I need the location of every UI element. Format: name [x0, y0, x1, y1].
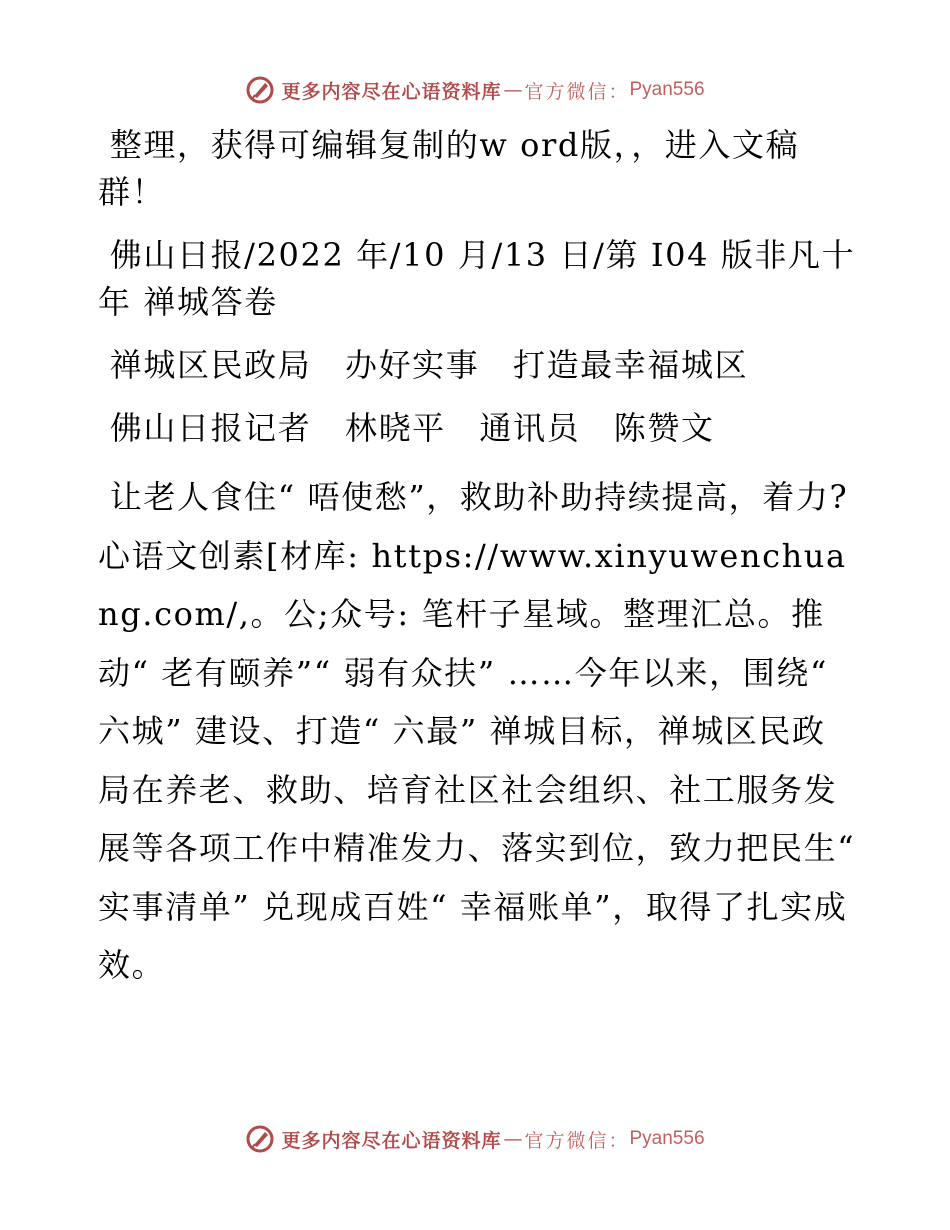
banner-separator: — [503, 79, 523, 101]
banner-brand-text: 更多内容尽在心语资料库 [281, 1129, 502, 1152]
banner-official-label: 官方微信： [524, 1129, 630, 1152]
article-headline: 禅城区民政局 办好实事 打造最幸福城区 [98, 346, 749, 384]
banner-wechat-id: Pyan556 [629, 1128, 705, 1149]
body-paragraph: 让老人食住“ 唔使愁”，救助补助持续提高，着力?心语文创素[材库: https://www.xinyuwenchuang.com/,。公;众号: 笔杆子星域。整理汇总。推动“ 老有颐养”“ 弱有众扶” ……今年以来，围绕“ 六城” 建设、打造“ 六最” 禅城目标，禅城区民政局在养老、救助、培育社区社会组织、社工服务发展等各项工作中精准发力、落实到位，致力把民生“ 实事清单” 兑现成百姓“ 幸福账单”，取得了扎实成效。 [98, 478, 867, 984]
banner-brand-text: 更多内容尽在心语资料库 [281, 80, 502, 103]
intro-paragraph: 整理，获得可编辑复制的w ord版，，进入文稿群！ [98, 126, 800, 211]
quill-pen-logo-icon [245, 75, 275, 105]
header-banner [0, 70, 950, 110]
banner-separator: — [503, 1128, 523, 1150]
banner-official-label: 官方微信： [524, 80, 630, 103]
footer-banner [0, 1119, 950, 1159]
article-byline: 佛山日报记者 林晓平 通讯员 陈赞文 [98, 409, 715, 447]
quill-pen-logo-icon [245, 1124, 275, 1154]
source-line: 佛山日报/2022 年/10 月/13 日/第 I04 版非凡十年 禅城答卷 [98, 236, 856, 321]
document-body [98, 122, 867, 995]
banner-wechat-id: Pyan556 [629, 79, 705, 100]
